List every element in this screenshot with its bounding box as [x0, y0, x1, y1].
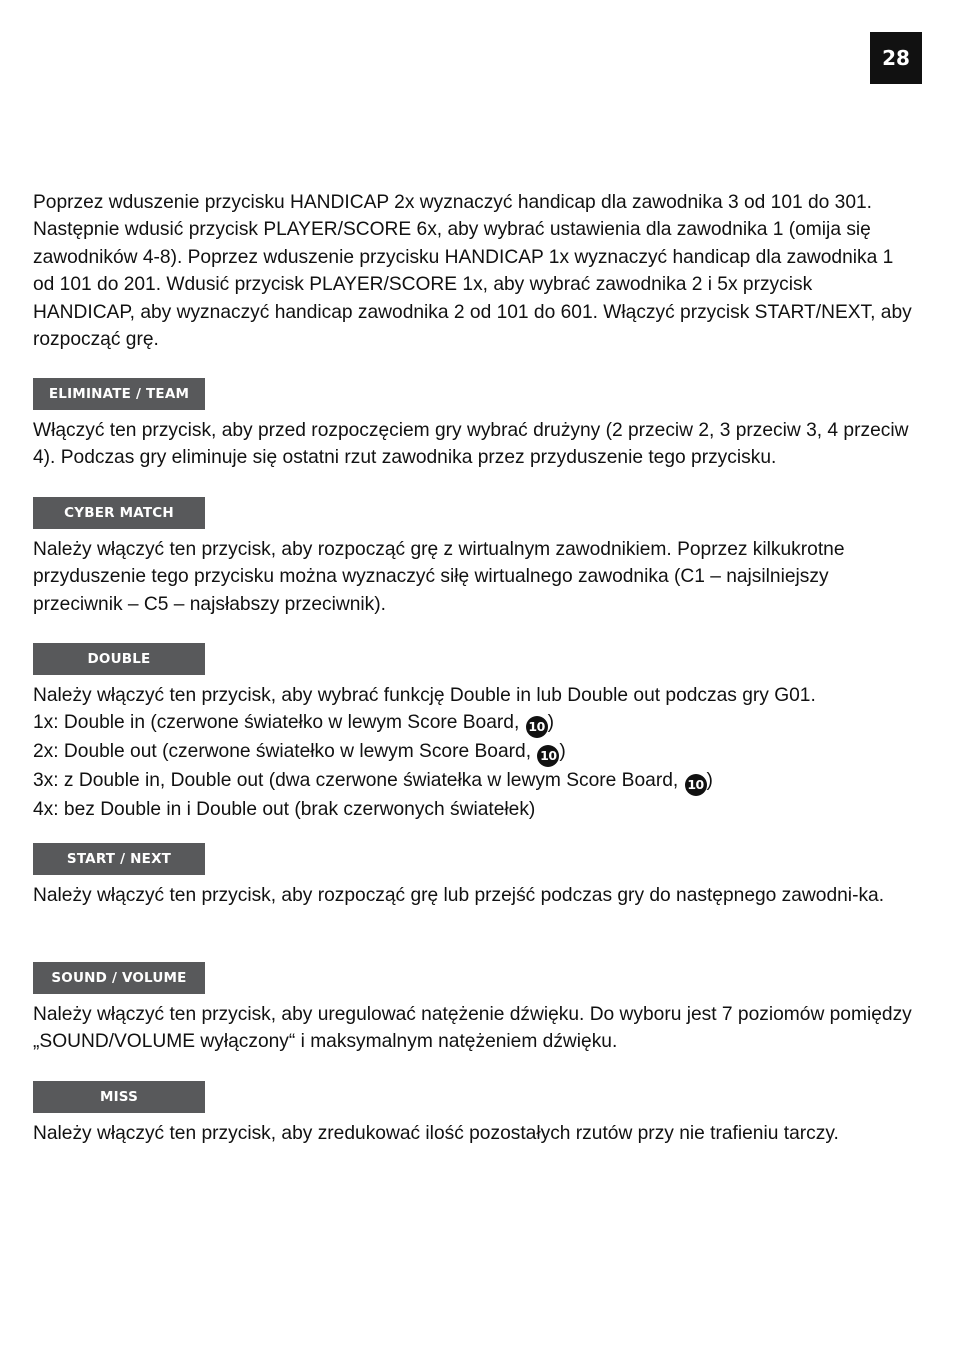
start-next-text: Należy włączyć ten przycisk, aby rozpocząć grę lub przejść podczas gry do następnego zawodni-ka.: [33, 885, 885, 906]
double-option-3: 3x: z Double in, Double out (dwa czerwone światełka w lewym Score Board, 10 ): [33, 767, 917, 796]
reference-number-icon: 10: [685, 774, 707, 796]
section-label-double: DOUBLE: [33, 643, 205, 675]
section-label-cyber-match: CYBER MATCH: [33, 497, 205, 529]
sound-volume-text: Należy włączyć ten przycisk, aby uregulować natężenie dźwięku. Do wyboru jest 7 poziomów pomiędzy „SOUND/VOLUME wyłączony“ i maksymalnym natężeniem dźwięku.: [33, 1004, 912, 1053]
section-label-eliminate-team: ELIMINATE / TEAM: [33, 378, 205, 410]
reference-number-icon: 10: [537, 745, 559, 767]
miss-text: Należy włączyć ten przycisk, aby zredukować ilość pozostałych rzutów przy nie trafieniu tarczy.: [33, 1123, 839, 1144]
double-text: [33, 682, 917, 824]
section-label-sound-volume: SOUND / VOLUME: [33, 962, 205, 994]
section-label-miss: MISS: [33, 1081, 205, 1113]
double-intro: Należy włączyć ten przycisk, aby wybrać funkcję Double in lub Double out podczas gry G01.: [33, 685, 816, 706]
double-option-1: 1x: Double in (czerwone światełko w lewym Score Board, 10 ): [33, 709, 917, 738]
cyber-match-text: Należy włączyć ten przycisk, aby rozpocząć grę z wirtualnym zawodnikiem. Poprzez kilkukrotne przyduszenie tego przycisku można wyznaczyć siłę wirtualnego zawodnika (C1 – najsilniejszy przeciwnik – C5 – najsłabszy przeciwnik).: [33, 539, 845, 615]
eliminate-team-text: Włączyć ten przycisk, aby przed rozpoczęciem gry wybrać drużyny (2 przeciw 2, 3 przeciw 3, 4 przeciw 4). Podczas gry eliminuje się ostatni rzut zawodnika przez przyduszenie tego przycisku.: [33, 420, 909, 469]
intro-paragraph: Poprzez wduszenie przycisku HANDICAP 2x wyznaczyć handicap dla zawodnika 3 od 101 do 301. Następnie wdusić przycisk PLAYER/SCORE 6x, aby wybrać ustawienia dla zawodnika 1 (omija się zawodników 4-8). Poprzez wduszenie przycisku HANDICAP 1x wyznaczyć handicap dla zawodnika 1 od 101 do 201. Wdusić przycisk PLAYER/SCORE 1x, aby wybrać zawodnika 2 i 5x przycisk HANDICAP, aby wyznaczyć handicap zawodnika 2 od 101 do 601. Włączyć przycisk START/NEXT, aby rozpocząć grę.: [33, 192, 912, 351]
double-option-4: 4x: bez Double in i Double out (brak czerwonych światełek): [33, 799, 536, 821]
section-label-start-next: START / NEXT: [33, 843, 205, 875]
page-number: 28: [870, 32, 922, 84]
double-option-2: 2x: Double out (czerwone światełko w lewym Score Board, 10 ): [33, 738, 917, 767]
reference-number-icon: 10: [526, 716, 548, 738]
